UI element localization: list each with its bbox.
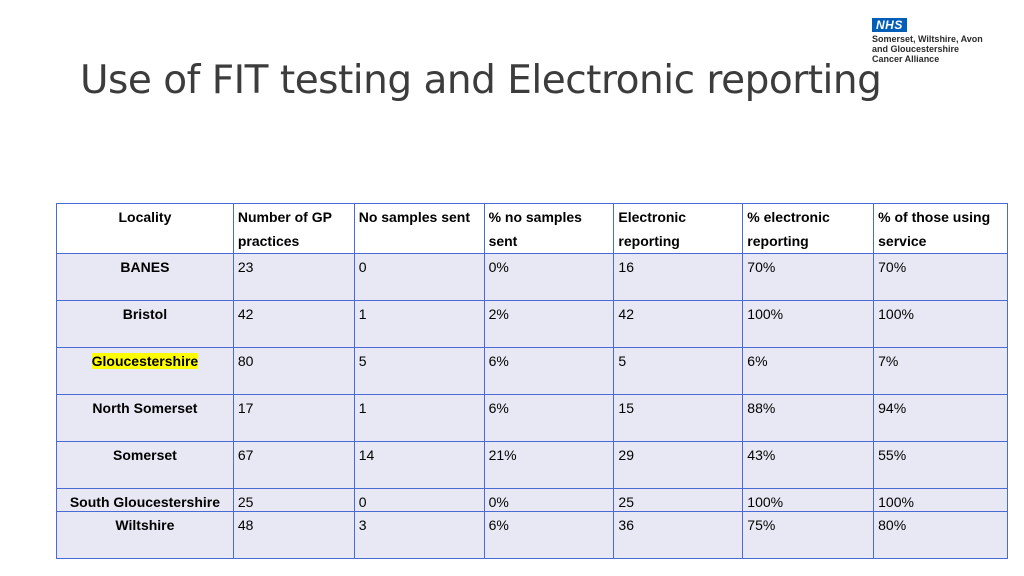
pct-using-service-cell: 94%	[874, 395, 1008, 442]
no-samples-cell: 1	[354, 301, 484, 348]
header-electronic-reporting: Electronic reporting	[614, 204, 743, 254]
page-title: Use of FIT testing and Electronic reporting	[80, 58, 882, 103]
pct-using-service-cell: 70%	[874, 254, 1008, 301]
no-samples-cell: 14	[354, 442, 484, 489]
fit-usage-table	[56, 203, 1008, 559]
locality-cell: BANES	[57, 254, 234, 301]
table-row	[57, 395, 1008, 442]
highlighted-locality: Gloucestershire	[91, 353, 199, 369]
logo-line-1: Somerset, Wiltshire, Avon	[872, 34, 983, 44]
header-no-samples: No samples sent	[354, 204, 484, 254]
pct-electronic-cell: 75%	[743, 512, 874, 559]
locality-cell: South Gloucestershire	[57, 489, 234, 512]
no-samples-cell: 0	[354, 489, 484, 512]
logo-line-2: and Gloucestershire	[872, 44, 960, 54]
pct-no-samples-cell: 6%	[484, 348, 614, 395]
pct-electronic-cell: 70%	[743, 254, 874, 301]
pct-using-service-cell: 80%	[874, 512, 1008, 559]
locality-cell: Wiltshire	[57, 512, 234, 559]
pct-electronic-cell: 6%	[743, 348, 874, 395]
pct-no-samples-cell: 21%	[484, 442, 614, 489]
table-row	[57, 254, 1008, 301]
electronic-reporting-cell: 29	[614, 442, 743, 489]
pct-using-service-cell: 55%	[874, 442, 1008, 489]
gp-practices-cell: 48	[233, 512, 354, 559]
no-samples-cell: 3	[354, 512, 484, 559]
nhs-cancer-alliance-logo	[872, 16, 1002, 68]
pct-no-samples-cell: 6%	[484, 395, 614, 442]
table-row	[57, 301, 1008, 348]
header-pct-using-service: % of those using service	[874, 204, 1008, 254]
locality-cell: Bristol	[57, 301, 234, 348]
no-samples-cell: 0	[354, 254, 484, 301]
locality-cell: North Somerset	[57, 395, 234, 442]
header-pct-electronic: % electronic reporting	[743, 204, 874, 254]
pct-electronic-cell: 100%	[743, 301, 874, 348]
table-header-row	[57, 204, 1008, 254]
table-row	[57, 442, 1008, 489]
nhs-badge: NHS	[872, 18, 907, 32]
pct-electronic-cell: 43%	[743, 442, 874, 489]
electronic-reporting-cell: 42	[614, 301, 743, 348]
pct-using-service-cell: 7%	[874, 348, 1008, 395]
pct-no-samples-cell: 0%	[484, 254, 614, 301]
locality-cell: Somerset	[57, 442, 234, 489]
table-row	[57, 512, 1008, 559]
gp-practices-cell: 67	[233, 442, 354, 489]
electronic-reporting-cell: 15	[614, 395, 743, 442]
table-row	[57, 348, 1008, 395]
electronic-reporting-cell: 16	[614, 254, 743, 301]
pct-electronic-cell: 100%	[743, 489, 874, 512]
table-row	[57, 489, 1008, 512]
pct-no-samples-cell: 2%	[484, 301, 614, 348]
electronic-reporting-cell: 36	[614, 512, 743, 559]
gp-practices-cell: 25	[233, 489, 354, 512]
locality-cell	[57, 348, 234, 395]
header-pct-no-samples: % no samples sent	[484, 204, 614, 254]
pct-using-service-cell: 100%	[874, 301, 1008, 348]
gp-practices-cell: 17	[233, 395, 354, 442]
logo-line-3: Cancer Alliance	[872, 54, 940, 64]
header-gp-practices: Number of GP practices	[233, 204, 354, 254]
pct-electronic-cell: 88%	[743, 395, 874, 442]
gp-practices-cell: 42	[233, 301, 354, 348]
header-locality: Locality	[57, 204, 234, 254]
electronic-reporting-cell: 5	[614, 348, 743, 395]
pct-using-service-cell: 100%	[874, 489, 1008, 512]
electronic-reporting-cell: 25	[614, 489, 743, 512]
pct-no-samples-cell: 6%	[484, 512, 614, 559]
no-samples-cell: 1	[354, 395, 484, 442]
pct-no-samples-cell: 0%	[484, 489, 614, 512]
gp-practices-cell: 80	[233, 348, 354, 395]
gp-practices-cell: 23	[233, 254, 354, 301]
no-samples-cell: 5	[354, 348, 484, 395]
